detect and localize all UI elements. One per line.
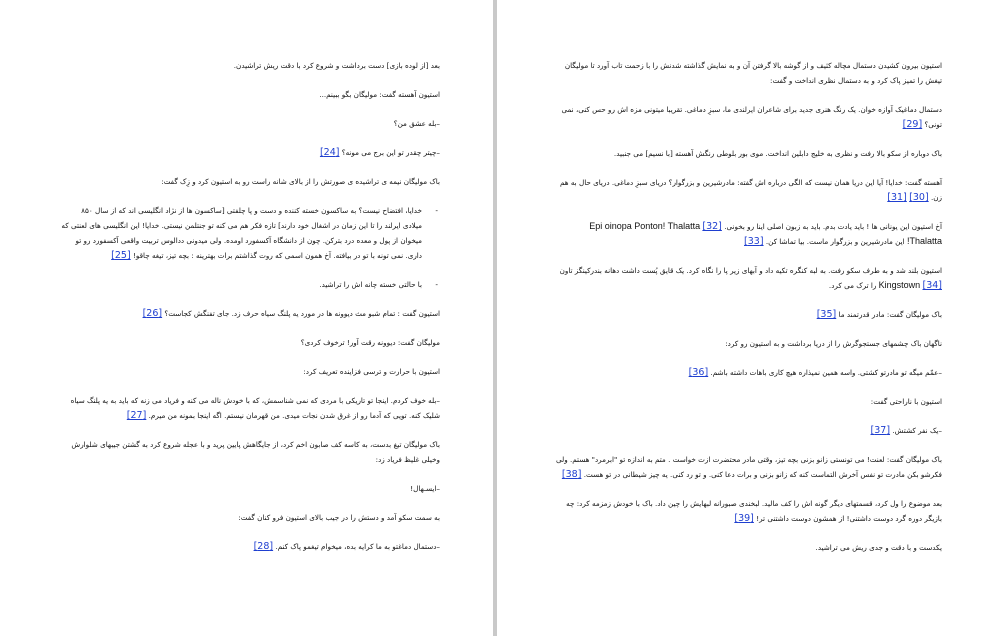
paragraph	[552, 336, 942, 351]
latin-text: Kingstown	[878, 280, 921, 290]
footnote-link[interactable]: [29]	[902, 119, 923, 130]
paragraph-text: این مادرشیرین و بزرگوار ماست. بیا تماشا کن.	[765, 237, 905, 246]
paragraph-text: مولیگان گفت: دیوونه رقت آور! ترخوف کردی؟	[300, 338, 440, 347]
paragraph	[60, 364, 440, 379]
left-page-text	[60, 58, 440, 568]
paragraph-text: استیون بیرون کشیدن دستمال مچاله کثیف و از گوشه بالا گرفتن آن و به نمایش گذاشته شدنش را با زحمت تاب آورد تا مولیگان تیغش را تمیز پاک کرد و به دستمال نظری انداخت و گفت:	[564, 61, 942, 85]
paragraph-text: آخ استیون این یونانی ها ! باید یادت بدم. باید به زبون اصلی اینا رو بخونی.	[724, 222, 942, 231]
paragraph	[552, 394, 942, 409]
paragraph-text: با حالتی خسته چانه اش را تراشید.	[319, 280, 422, 289]
paragraph	[552, 175, 942, 205]
paragraph	[60, 306, 440, 321]
paragraph	[60, 277, 440, 292]
paragraph	[60, 203, 440, 263]
footnote-link[interactable]: [33]	[744, 236, 764, 247]
paragraph-text: –عمّم میگه تو مادرتو کشتی. واسه همین نمیذاره هیچ کاری باهات داشته باشم.	[710, 368, 942, 377]
paragraph-text: استیون با ناراحتی گفت:	[870, 397, 942, 406]
paragraph-text: بعد موضوع را ول کرد، قسمتهای دیگر گونه اش را کف مالید. لبخندی صبورانه لبهایش را چین داد. باک با خودش زمزمه کرد: چه بازیگر دوره گرد دوست داشتنی! از همشون دوست داشتنی تر!	[566, 499, 942, 523]
latin-text: Epi oinopa Ponton!	[589, 221, 666, 231]
right-page	[497, 0, 990, 636]
paragraph-text: بعد [از لوده بازی] دست برداشت و شروع کرد با دقت ریش تراشیدن.	[233, 61, 440, 70]
paragraph-text: –یک نفر کشتش.	[892, 426, 942, 435]
footnote-link[interactable]: [24]	[319, 147, 340, 158]
paragraph	[60, 174, 440, 189]
footnote-link[interactable]: [35]	[816, 309, 837, 320]
paragraph	[552, 263, 942, 293]
footnote-link[interactable]: [32]	[702, 221, 722, 232]
footnote-link[interactable]: [31]	[887, 192, 907, 203]
paragraph-text: –بله عشق من؟	[393, 119, 440, 128]
paragraph	[60, 335, 440, 350]
paragraph	[552, 423, 942, 438]
footnote-link[interactable]: [27]	[126, 410, 147, 421]
paragraph	[60, 145, 440, 160]
paragraph	[552, 496, 942, 526]
footnote-link[interactable]: [38]	[561, 469, 582, 480]
footnote-link[interactable]: [34]	[922, 280, 942, 291]
paragraph-text: استیون بلند شد و به طرف سکو رفت. به لبه کنگره تکیه داد و آبهای زیر پا را نگاه کرد. یک قایق پُست داشت دهانه بندرکینگز تاون	[559, 266, 942, 275]
paragraph-text: را ترک می کرد.	[828, 281, 877, 290]
paragraph-text: به سمت سکو آمد و دستش را در جیب بالای استیون فرو کنان گفت:	[238, 513, 440, 522]
latin-text: Thalatta	[667, 221, 701, 231]
footnote-link[interactable]: [26]	[142, 308, 163, 319]
footnote-link[interactable]: [37]	[870, 425, 891, 436]
paragraph	[60, 437, 440, 467]
paragraph	[552, 307, 942, 322]
left-page	[0, 0, 493, 636]
paragraph	[60, 58, 440, 73]
paragraph-text: باک مولیگان تیغ بدست، به کاسه کف صابون اخم کرد، از جایگاهش پایین پرید و با عجله شروع کرد به گشتن جیبهای شلوارش وخیلی غلیظ فریاد زد:	[71, 440, 440, 464]
paragraph	[60, 481, 440, 496]
paragraph-text: خدایا، افتضاح نیست؟ به ساکسون خسته کننده و دست و پا چلفتی [ساکسون ها از نژاد انگلیسی اند که از سال ۸۵۰ میلادی ایرلند را تا این زمان در اشغال خود دارند] تازه فکر هم می کنه تو جنتلمن نیستی. خدایا! این انگلیسی های لعنتی که میخوان از پول و معده درد بترکن. چون از دانشگاه آکسفورد اومده. ولی میدونی ددالوس تربیت واقعی آکسفورد رو تو داری. نمی تونه با تو در بیافته. آخ همون اسمی که روت گذاشتم برات بهترینه : بچه تیز، تیغه چاقو!	[61, 206, 422, 260]
paragraph	[60, 87, 440, 102]
right-page-text	[552, 58, 942, 569]
latin-text: Thalatta!	[906, 236, 942, 246]
footnote-link[interactable]: [28]	[253, 541, 274, 552]
paragraph	[552, 452, 942, 482]
paragraph-text: –چیتر چقدر تو این برج می مونه؟	[341, 148, 440, 157]
paragraph-text: باک دوباره از سکو بالا رفت و نظری به خلیج دابلین انداخت. موی بور بلوطی رنگش آهسته [با نسیم] می جنبید.	[613, 149, 942, 158]
paragraph	[552, 102, 942, 132]
paragraph-text: –دستمال دماغتو به ما کرایه بده، میخوام تیغمو پاک کنم.	[275, 542, 440, 551]
paragraph-text: –بله خوف کردم. اینجا تو تاریکی با مردی که نمی شناسمش، که با خودش ناله می کنه و فریاد می زنه که باید به یه پلنگ سیاه شلیک کنه. تویی که آدما رو از غرق شدن نجات میدی. من قهرمان نیستم. اگه اینجا بمونه من میرم.	[70, 396, 440, 420]
footnote-link[interactable]: [36]	[688, 367, 709, 378]
paragraph-text: ناگهان باک چشمهای جستجوگرش را از دریا برداشت و به استیون رو کرد:	[725, 339, 942, 348]
paragraph	[552, 540, 942, 555]
footnote-link[interactable]: [25]	[111, 250, 131, 261]
paragraph-text: استیون گفت : تمام شبو مث دیوونه ها در مورد یه پلنگ سیاه حرف زد. جای تفنگش کجاست؟	[164, 309, 440, 318]
paragraph	[60, 116, 440, 131]
footnote-link[interactable]: [30]	[909, 192, 929, 203]
paragraph-text: باک مولیگان نیمه ی تراشیده ی صورتش را از بالای شانه راست رو به استیون کرد و زِک گفت:	[161, 177, 440, 186]
paragraph	[552, 146, 942, 161]
paragraph	[552, 365, 942, 380]
paragraph-text: –ایسـهال!	[410, 484, 440, 493]
paragraph-text: باک مولیگان گفت: مادر قدرتمند ما	[838, 310, 942, 319]
paragraph	[60, 393, 440, 423]
paragraph-text: استیون آهسته گفت: مولیگان بگو ببینم...	[319, 90, 440, 99]
footnote-link[interactable]: [39]	[734, 513, 754, 524]
paragraph	[60, 539, 440, 554]
paragraph-text: یکدست و با دقت و جدی ریش می تراشید.	[815, 543, 942, 552]
paragraph	[552, 58, 942, 88]
paragraph-text: دستمال دماغیک آوازه خوان. یک رنگ هنری جدید برای شاعران ایرلندی ما، سبزِ دماغی. تقریبا میتونی مزه اش رو حس کنی، نمی تونی؟	[561, 105, 942, 129]
paragraph	[552, 219, 942, 249]
paragraph	[60, 510, 440, 525]
paragraph-text: باک مولیگان گفت: لعنت! می تونستی زانو بزنی بچه تیز، وقتی مادر محتضرت ازت خواست . متم به اندازه تو "ابرمرد" هستم. ولی فکرشو بکن مادرت تو نفس آخرش التماست کنه که زانو بزنی و برات دعا کنی. و تو رد کنی. یه چیز شیطانی در تو هست.	[556, 455, 942, 479]
paragraph-text: استیون با حرارت و ترسی فزاینده تعریف کرد:	[303, 367, 440, 376]
paragraph-text: آهسته گفت: خدایا! آیا این دریا همان نیست که الگی درباره اش گفته: مادرشیرین و بزرگوار؟ دریای سبزِ دماغی. دریای حال به هم زن.	[559, 178, 942, 202]
